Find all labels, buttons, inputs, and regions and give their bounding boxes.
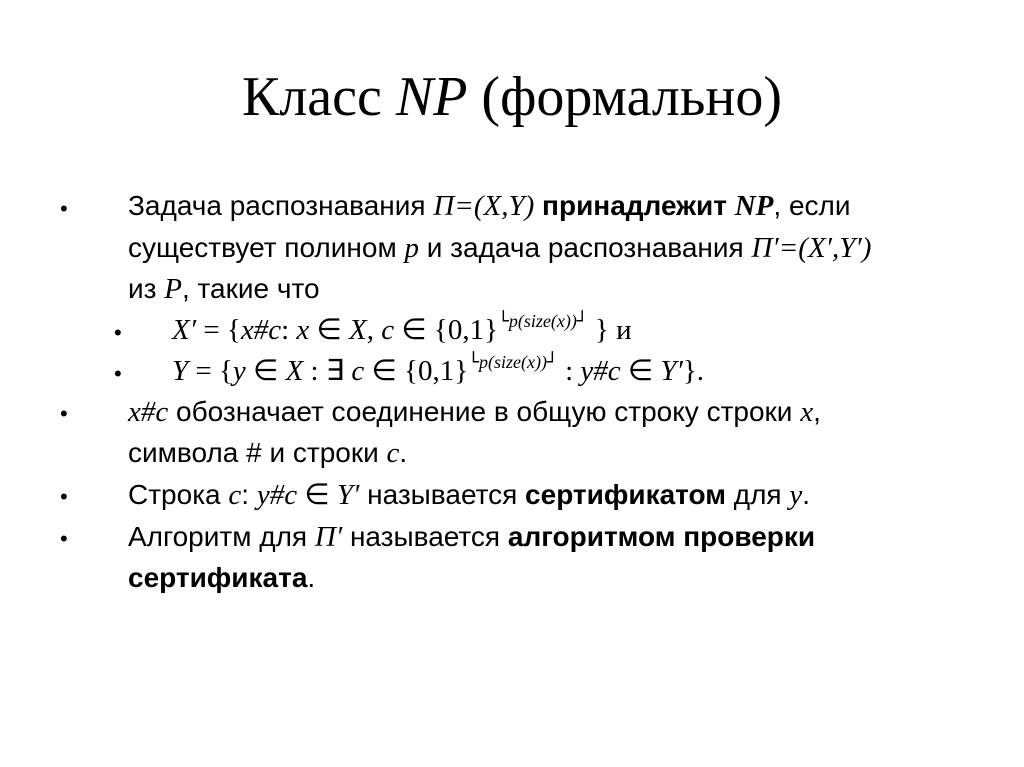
bullet-4-line-1: Алгоритм для Π′ называется алгоритмом проверки bbox=[128, 521, 816, 553]
sub-bullet-1-marker: • bbox=[114, 320, 122, 345]
bullet-3-line: Строка c: y#c ∈ Y′ называется сертификатом для y. bbox=[128, 479, 811, 511]
certificate-bold: сертификатом bbox=[525, 479, 726, 510]
bullet-4-marker: • bbox=[60, 526, 68, 551]
sub-bullet-2-marker: • bbox=[114, 361, 122, 386]
exponent: p(size(x)) bbox=[508, 311, 577, 331]
sub-bullet-1-formula: X′ = {x#c: x ∈ X, c ∈ $\{0,1\}^{└p(size(x))┘}$ } и bbox=[172, 311, 632, 346]
title-prefix: Класс bbox=[241, 66, 396, 128]
title-np: NP bbox=[395, 66, 468, 128]
belongs-bold: принадлежит bbox=[542, 190, 735, 221]
pi-prime-definition: Π′=(X′,Y′) bbox=[751, 232, 872, 264]
exponent: p(size(x)) bbox=[479, 352, 547, 372]
pi-definition: Π=(X,Y) bbox=[433, 190, 535, 222]
bullet-1-marker: • bbox=[60, 196, 68, 221]
bullet-2-line-1: x#c обозначает соединение в общую строку строки x, bbox=[128, 396, 821, 428]
sub-bullet-2-formula: Y = {y ∈ X : ∃ c ∈ $\{0,1\}^{└p(size(x))┘}$ : y#c ∈ Y′}. bbox=[172, 352, 705, 387]
title-suffix: (формально) bbox=[467, 66, 783, 128]
bullet-3-marker: • bbox=[60, 484, 68, 509]
verification-algorithm-bold: алгоритмом проверки bbox=[507, 521, 816, 552]
bullet-1-line-3: из P, такие что bbox=[128, 273, 320, 305]
bullet-1-line-2: существует полином p и задача распознавания Π′=(X′,Y′) bbox=[128, 232, 872, 264]
bullet-2-line-2: символа # и строки c. bbox=[128, 437, 408, 469]
slide-title bbox=[0, 62, 1024, 132]
bullet-2-marker: • bbox=[60, 401, 68, 426]
bullet-1-line-1: Задача распознавания Π=(X,Y) принадлежит NP, если bbox=[128, 190, 851, 222]
np-bold: NP bbox=[734, 190, 774, 222]
bullet-4-line-2: сертификата. bbox=[128, 562, 316, 593]
